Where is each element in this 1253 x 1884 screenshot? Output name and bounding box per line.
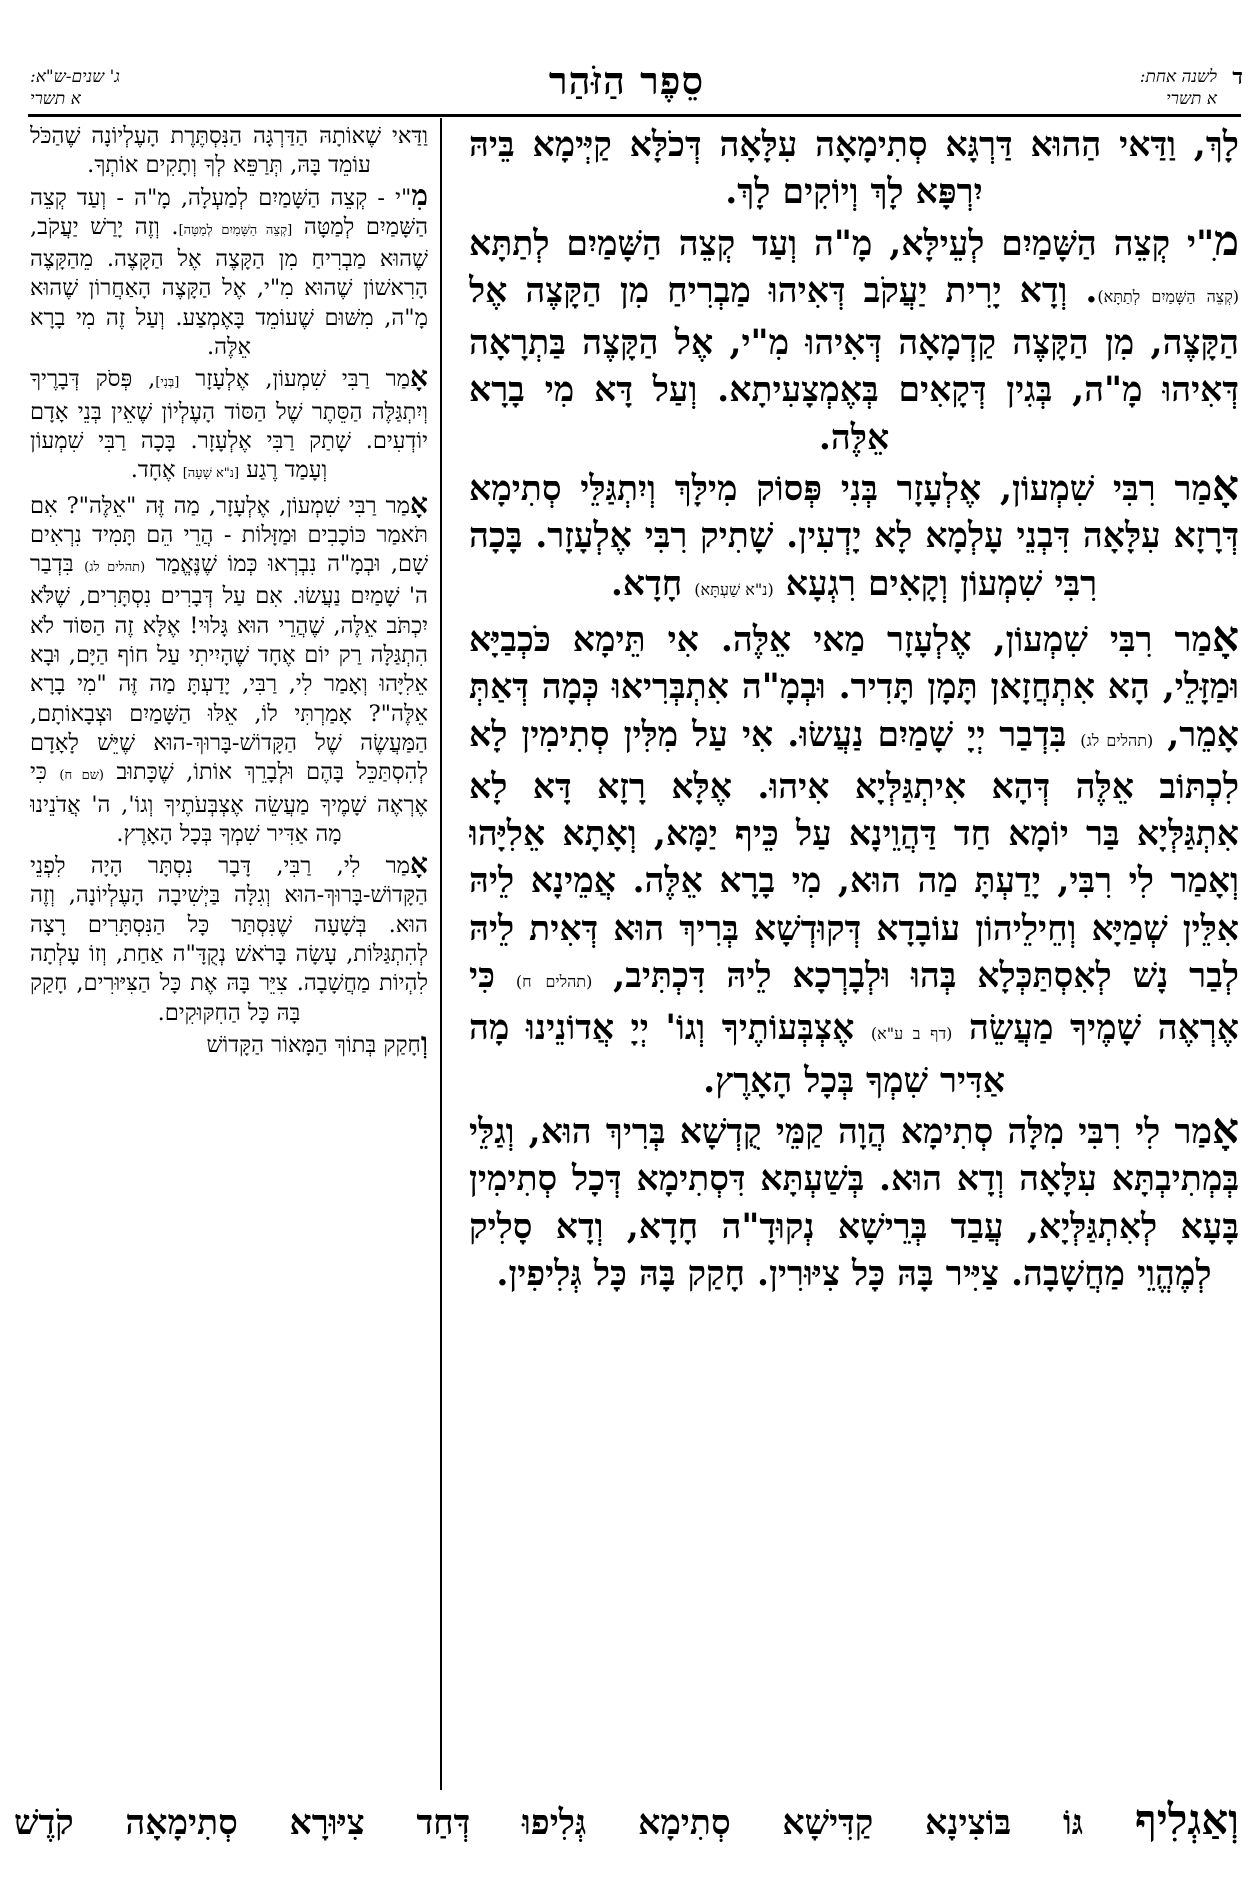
main-paragraph-2: מִ"י קְצֵה הַשָּׁמַיִם לְעֵילָּא, מָ"ה וְעַד קְצֵה הַשָּׁמַיִם לְתַתָּא (קְצֵה הַשָּׁמַיִם לְתַתָּא). וְדָא יָרִית יַעֲקֹב דְּאִיהוּ מַבְרִיחַ מִן הַקָּצֶה אֶל הַקָּצֶה, מִן הַקָּצֶה קַדְמָאָה דְּאִיהוּ מִ"י, אֶל הַקָּצֶה בַּתְרָאָה דְּאִיהוּ מָ"ה, בְּגִין דְּקָאִים בְּאֶמְצָעִיתָא. וְעַל דָּא מִי בָרָא אֵלֶּה.	[469, 215, 1239, 458]
drop-initial: אָ	[1212, 611, 1239, 661]
main-paragraph-5: אָמַר לִי רִבִּי מִלָּה סְתִימָא הֲוָה קַמֵּי קֻדְשָׁא בְּרִיךְ הוּא, וְגַלֵּי בְּמְתִיבְתָּא עִלָּאָה וְדָא הוּא. בְּשַׁעְתָּא דִּסְתִימָא דְּכָל סְתִימִין בָּעָא לְאִתְגַּלְּיָא, עֲבַד בְּרֵישָׁא נְקוּדָ"ה חָדָא, וְדָא סָלִיק לְמֶהֱוֵי מַחֲשָׁבָה. צַיִּיר בָּהּ כָּל צִיּוּרִין. חָקַק בָּהּ כָּל גְּלִיפִין.	[469, 1103, 1239, 1294]
drop-initial: אָ	[1212, 1103, 1239, 1153]
side-paragraph-1: וַדַּאי שֶׁאוֹתָהּ הַדַּרְגָּה הַנִּסְתֶּרֶת הָעֶלְיוֹנָה שֶׁהַכֹּל עוֹמֵד בָּהּ, תְּרַפֵּא לְךָ וְתָקִים אוֹתְךָ.	[30, 123, 428, 179]
header-rule	[28, 114, 1241, 117]
header-right-line1: לשנה אחת:	[1139, 67, 1217, 87]
drop-initial: אָ	[410, 360, 428, 394]
main-paragraph-4: אָמַר רִבִּי שִׁמְעוֹן, אֶלְעָזָר מַאי אֵלֶּה. אִי תֵּימָא כֹּכְבַיָּא וּמַזָּלֵי, הָא אִתְחֲזָאן תָּמָן תָּדִיר. וּבְמָ"ה אִתְבְּרִיאוּ כְּמָה דְּאַתְּ אָמֵר, (תהלים לג) בִּדְבַר יְיָ שָׁמַיִם נַעֲשׂוּ. אִי עַל מִלִּין סְתִימִין לָא לִכְתּוֹב אֵלֶּה דְּהָא אִיתְגַּלְּיָא אִיהוּ. אֶלָּא רָזָא דָּא לָא אִתְגַּלְּיָא בַּר יוֹמָא חַד דַּהֲוֵינָא עַל כֵּיף יַמָּא, וְאָתָא אֵלִיָּהוּ וְאָמַר לִי רִבִּי, יָדַעְתָּ מַה הוּא, מִי בָרָא אֵלֶּה. אֲמֵינָא לֵיהּ אִלֵּין שְׁמַיָּא וְחֵילֵיהוֹן עוֹבָדָא דְּקוּדְשָׁא בְּרִיךְ הוּא דְּאִית לֵיהּ לְבַר נָשׁ לְאִסְתַּכְּלָא בְּהוּ וּלְבָרְכָא לֵיהּ דִּכְתִּיב, (תהלים ח) כִּי אֶרְאֶה שָׁמֶיךָ מַעֲשֵׂה (דף ב ע"א) אֶצְבְּעוֹתֶיךָ וְגוֹ' יְיָ אֲדוֹנֵינוּ מָה אַדִּיר שִׁמְךָ בְּכָל הָאָרֶץ.	[469, 611, 1239, 1101]
citation: [קְצֵה הַשָּׁמַיִם לְמַטָּה]	[178, 222, 293, 238]
header-right-line2: א תשרי	[1166, 89, 1217, 109]
drop-initial: וְאַגְלִיף	[1134, 1796, 1239, 1844]
citation: [בְּנִי]	[155, 375, 180, 391]
drop-initial: מ	[1214, 215, 1239, 265]
side-paragraph-6: וְחָקַק בְּתוֹךְ הַמָּאוֹר הַקָּדוֹשׁ	[206, 1025, 428, 1059]
main-paragraph-3: אָמַר רִבִּי שִׁמְעוֹן, אֶלְעָזָר בְּנִי פְּסוֹק מִילָּךְ וְיִתְגַּלֵּי סְתִימָא דְּרָזָא עִלָּאָה דִּבְנֵי עָלְמָא לָא יָדְעִין. שָׁתִיק רִבִּי אֶלְעָזָר. בָּכָה רִבִּי שִׁמְעוֹן וְקָאִים רִגְעָא (נ"א שַׁעְתָּא) חָדָא.	[469, 461, 1239, 604]
drop-initial: אָ	[410, 847, 428, 881]
translation-column	[30, 122, 428, 1770]
drop-initial: וְ	[420, 1025, 428, 1059]
drop-initial: אָ	[1212, 461, 1239, 511]
page-number: ד	[1232, 64, 1243, 90]
header-left-line2: א תשרי	[30, 89, 81, 109]
citation: (תהלים ח)	[515, 972, 593, 992]
main-paragraph-1: לָךְ, וַדַּאי הַהוּא דַּרְגָּא סְתִימָאָה עִלָּאָה דְּכֹלָּא קַיְּימָא בֵּיהּ יִרְפָּא לָךְ וְיוֹקִים לָךְ.	[469, 125, 1239, 213]
main-text-column	[469, 122, 1239, 1786]
citation: (קְצֵה הַשָּׁמַיִם לְתַתָּא)	[1097, 286, 1239, 306]
book-title: סֵפֶר הַזֹּהַר	[548, 58, 705, 103]
bottom-continuation-line: וְאַגְלִיף גּוֹ בּוֹצִינָא קַדִּישָׁא סְתִימָא גְּלִיפוּ דְּחַד צִיּוּרָא סְתִימָאָה קֹדֶשׁ	[14, 1796, 1239, 1844]
drop-initial: אָ	[410, 486, 428, 520]
citation: (תהלים לג)	[84, 560, 146, 576]
citation: (דף ב ע"א)	[870, 1024, 953, 1044]
citation: [נ"א שָׁעָה]	[182, 466, 240, 482]
column-divider	[440, 118, 442, 1790]
side-paragraph-5: אָמַר לִי, רַבִּי, דָּבָר נִסְתָּר הָיָה לִפְנֵי הַקָּדוֹשׁ-בָּרוּךְ-הוּא וְגִלָּה בַּיְשִׁיבָה הָעֶלְיוֹנָה, וְזֶה הוּא. בְּשָׁעָה שֶׁנִּסְתַּר כָּל הַנִּסְתָּרִים רָצָה לְהִתְגַּלּוֹת, עָשָׂה בָּרֹאשׁ נְקֻדָּ"ה אַחַת, וְזוֹ עָלְתָה לִהְיוֹת מַחֲשָׁבָה. צִיֵּר בָּהּ אֶת כָּל הַצִּיּוּרִים, חָקַק בָּהּ כָּל הַחִקּוּקִים.	[30, 847, 428, 1026]
side-paragraph-3: אָמַר רַבִּי שִׁמְעוֹן, אֶלְעָזָר [בְּנִי], פְּסֹק דְּבָרֶיךָ וְיִתְגַּלֶּה הַסֵּתֶר שֶׁל הַסּוֹד הָעֶלְיוֹן שֶׁאֵין בְּנֵי אָדָם יוֹדְעִים. שָׁתַק רַבִּי אֶלְעָזָר. בָּכָה רַבִּי שִׁמְעוֹן וְעָמַד רֶגַע [נ"א שָׁעָה] אֶחָד.	[30, 360, 428, 484]
citation: (תהלים לג)	[1080, 730, 1154, 750]
header-left	[30, 66, 220, 110]
drop-initial: מִ	[411, 178, 428, 212]
side-paragraph-4: אָמַר רַבִּי שִׁמְעוֹן, אֶלְעָזָר, מַה זֶּה "אֵלֶּה"? אִם תֹּאמַר כּוֹכָבִים וּמַזָּלוֹת - הֲרֵי הֵם תָּמִיד נִרְאִים שָׁם, וּבְמָ"ה נִבְרְאוּ כְּמוֹ שֶׁנֶּאֱמַר (תהלים לג) בִּדְבַר ה' שָׁמַיִם נַעֲשׂוּ. אִם עַל דְּבָרִים נִסְתָּרִים, שֶׁלֹּא יִכְתֹּב אֵלֶּה, שֶׁהֲרֵי הוּא גָּלוּי! אֶלָּא זֶה הַסּוֹד לֹא הִתְגַּלָּה רַק יוֹם אֶחָד שֶׁהָיִיתִי עַל חוֹף הַיָּם, וּבָא אֵלִיָּהוּ וְאָמַר לִי, רַבִּי, יָדַעְתָּ מַה זֶּה "מִי בָרָא אֵלֶּה"? אָמַרְתִּי לוֹ, אֵלּוּ הַשָּׁמַיִם וּצְבָאוֹתָם, הַמַּעֲשֶׂה שֶׁל הַקָּדוֹשׁ-בָּרוּךְ-הוּא שֶׁיֵּשׁ לָאָדָם לְהִסְתַּכֵּל בָּהֶם וּלְבָרֵךְ אוֹתוֹ, שֶׁכָּתוּב (שם ח) כִּי אֶרְאֶה שָׁמֶיךָ מַעֲשֵׂה אֶצְבְּעֹתֶיךָ וְגוֹ', ה' אֲדֹנֵינוּ מָה אַדִּיר שִׁמְךָ בְּכָל הָאָרֶץ.	[30, 486, 428, 847]
header-left-line1: ג' שנים-ש"א:	[30, 67, 120, 87]
citation: (שם ח)	[59, 768, 104, 784]
side-paragraph-2: מִ"י - קְצֵה הַשָּׁמַיִם לְמַעְלָה, מָ"ה - וְעַד קְצֵה הַשָּׁמַיִם לְמַטָּה [קְצֵה הַשָּׁמַיִם לְמַטָּה]. וְזֶה יָרַשׁ יַעֲקֹב, שֶׁהוּא מַבְרִיחַ מִן הַקָּצֶה אֶל הַקָּצֶה. מֵהַקָּצֶה הָרִאשׁוֹן שֶׁהוּא מִ"י, אֶל הַקָּצֶה הָאַחֲרוֹן שֶׁהוּא מָ"ה, מִשּׁוּם שֶׁעוֹמֵד בָּאֶמְצַע. וְעַל זֶה מִי בָרָא אֵלֶּה.	[30, 178, 428, 361]
citation: (נ"א שַׁעְתָּא)	[694, 579, 774, 599]
